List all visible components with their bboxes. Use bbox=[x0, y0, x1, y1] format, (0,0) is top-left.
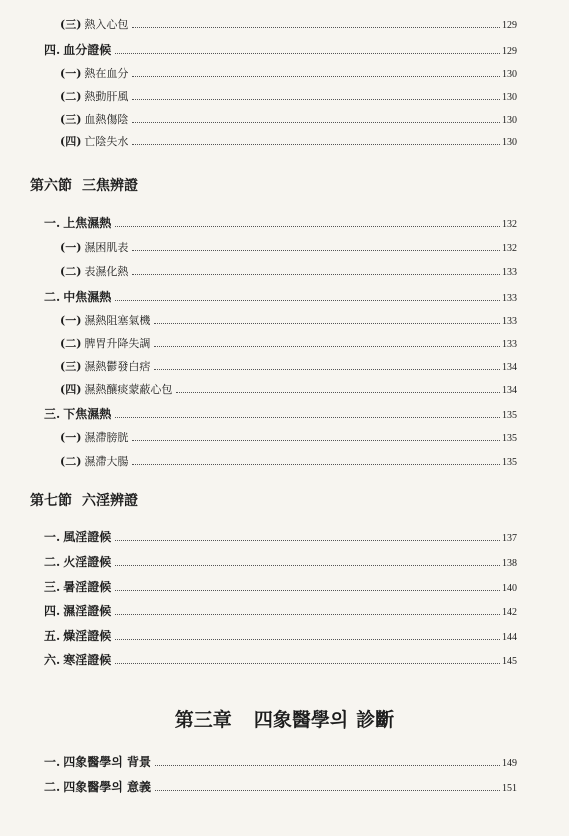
toc-entry bbox=[44, 290, 517, 306]
entry-page: 142 bbox=[502, 607, 517, 618]
entry-page: 134 bbox=[502, 362, 517, 373]
entry-title: 中焦濕熱 bbox=[63, 290, 112, 304]
entry-page: 133 bbox=[502, 267, 517, 278]
section-title: 六淫辨證 bbox=[82, 493, 138, 509]
dot-leader bbox=[154, 369, 500, 370]
entry-title: 脾胃升降失調 bbox=[84, 337, 151, 350]
entry-title: 血熱傷陰 bbox=[84, 113, 129, 126]
entry-page: 133 bbox=[502, 316, 517, 327]
toc-entry bbox=[60, 337, 517, 352]
entry-number: 三. bbox=[44, 407, 61, 421]
entry-title: 四象醫學의 背景 bbox=[63, 755, 151, 769]
entry-title: 濕熱阻塞氣機 bbox=[84, 314, 151, 327]
entry-title: 濕滯膀胱 bbox=[84, 431, 129, 444]
toc-entry bbox=[60, 314, 517, 329]
entry-title: 濕困肌表 bbox=[84, 241, 129, 254]
toc-entry bbox=[44, 555, 517, 571]
entry-page: 129 bbox=[502, 20, 517, 31]
entry-title: 火淫證候 bbox=[63, 555, 112, 569]
entry-title: 暑淫證候 bbox=[63, 580, 112, 594]
dot-leader bbox=[132, 464, 500, 465]
entry-page: 145 bbox=[502, 656, 517, 667]
dot-leader bbox=[132, 274, 500, 275]
entry-title: 下焦濕熱 bbox=[63, 407, 112, 421]
dot-leader bbox=[132, 27, 500, 28]
dot-leader bbox=[115, 300, 500, 301]
section-heading bbox=[30, 490, 138, 510]
section-title: 三焦辨證 bbox=[82, 178, 138, 194]
entry-number: (三) bbox=[60, 18, 82, 31]
toc-entry bbox=[60, 455, 517, 470]
entry-number: (二) bbox=[60, 455, 82, 468]
dot-leader bbox=[176, 392, 500, 393]
toc-entry bbox=[44, 580, 517, 596]
entry-number: (一) bbox=[60, 241, 82, 254]
toc-entry bbox=[60, 431, 517, 446]
entry-title: 濕滯大腸 bbox=[84, 455, 129, 468]
entry-title: 熱入心包 bbox=[84, 18, 129, 31]
entry-page: 138 bbox=[502, 558, 517, 569]
toc-entry bbox=[44, 653, 517, 669]
dot-leader bbox=[132, 250, 500, 251]
entry-number: 一. bbox=[44, 216, 61, 230]
entry-page: 140 bbox=[502, 583, 517, 594]
dot-leader bbox=[155, 765, 500, 766]
dot-leader bbox=[132, 99, 500, 100]
entry-title: 濕熱釀痰蒙蔽心包 bbox=[84, 383, 173, 396]
entry-number: 五. bbox=[44, 629, 61, 643]
dot-leader bbox=[132, 144, 500, 145]
dot-leader bbox=[154, 323, 500, 324]
entry-title: 上焦濕熱 bbox=[63, 216, 112, 230]
entry-title: 濕淫證候 bbox=[63, 604, 112, 618]
section-label: 第七節 bbox=[30, 493, 72, 509]
toc-entry bbox=[60, 90, 517, 105]
entry-number: (二) bbox=[60, 337, 82, 350]
entry-page: 149 bbox=[502, 758, 517, 769]
entry-title: 熱在血分 bbox=[84, 67, 129, 80]
entry-page: 133 bbox=[502, 293, 517, 304]
entry-page: 134 bbox=[502, 385, 517, 396]
entry-page: 151 bbox=[502, 783, 517, 794]
entry-number: (二) bbox=[60, 90, 82, 103]
entry-number: 一. bbox=[44, 755, 61, 769]
entry-title: 亡陰失水 bbox=[84, 135, 129, 148]
dot-leader bbox=[132, 440, 500, 441]
entry-page: 130 bbox=[502, 69, 517, 80]
entry-number: 二. bbox=[44, 290, 61, 304]
toc-entry bbox=[44, 407, 517, 423]
entry-number: 一. bbox=[44, 530, 61, 544]
entry-number: 三. bbox=[44, 580, 61, 594]
entry-page: 137 bbox=[502, 533, 517, 544]
entry-page: 133 bbox=[502, 339, 517, 350]
chapter-heading bbox=[0, 705, 569, 732]
toc-entry bbox=[44, 43, 517, 59]
toc-entry bbox=[60, 135, 517, 150]
entry-page: 135 bbox=[502, 457, 517, 468]
entry-title: 表濕化熱 bbox=[84, 265, 129, 278]
toc-entry bbox=[60, 383, 517, 398]
entry-number: 二. bbox=[44, 555, 61, 569]
entry-number: (三) bbox=[60, 113, 82, 126]
dot-leader bbox=[115, 639, 500, 640]
entry-title: 熱動肝風 bbox=[84, 90, 129, 103]
entry-number: (一) bbox=[60, 67, 82, 80]
entry-page: 135 bbox=[502, 410, 517, 421]
dot-leader bbox=[115, 590, 500, 591]
entry-page: 130 bbox=[502, 137, 517, 148]
toc-entry bbox=[44, 780, 517, 796]
entry-number: 四. bbox=[44, 604, 61, 618]
entry-number: (一) bbox=[60, 314, 82, 327]
dot-leader bbox=[115, 53, 500, 54]
entry-number: (四) bbox=[60, 383, 82, 396]
entry-page: 129 bbox=[502, 46, 517, 57]
toc-entry bbox=[44, 530, 517, 546]
dot-leader bbox=[115, 540, 500, 541]
toc-entry bbox=[60, 67, 517, 82]
dot-leader bbox=[132, 76, 500, 77]
chapter-title-b: 診斷 bbox=[356, 709, 395, 731]
chapter-title-a: 四象醫學의 bbox=[253, 709, 349, 731]
entry-page: 135 bbox=[502, 433, 517, 444]
entry-number: 二. bbox=[44, 780, 61, 794]
toc-entry bbox=[44, 629, 517, 645]
entry-title: 燥淫證候 bbox=[63, 629, 112, 643]
entry-number: (一) bbox=[60, 431, 82, 444]
toc-entry bbox=[44, 755, 517, 771]
dot-leader bbox=[115, 565, 500, 566]
entry-number: 四. bbox=[44, 43, 61, 57]
entry-title: 血分證候 bbox=[63, 43, 112, 57]
entry-title: 四象醫學의 意義 bbox=[63, 780, 151, 794]
entry-number: (三) bbox=[60, 360, 82, 373]
entry-page: 130 bbox=[502, 115, 517, 126]
dot-leader bbox=[115, 614, 500, 615]
dot-leader bbox=[155, 790, 500, 791]
toc-entry bbox=[44, 216, 517, 232]
section-label: 第六節 bbox=[30, 178, 72, 194]
entry-page: 132 bbox=[502, 243, 517, 254]
entry-title: 寒淫證候 bbox=[63, 653, 112, 667]
toc-entry bbox=[44, 604, 517, 620]
entry-number: (四) bbox=[60, 135, 82, 148]
toc-entry bbox=[60, 265, 517, 280]
dot-leader bbox=[115, 663, 500, 664]
chapter-label: 第三章 bbox=[174, 709, 232, 731]
entry-title: 濕熱鬱發白痞 bbox=[84, 360, 151, 373]
dot-leader bbox=[132, 122, 500, 123]
toc-entry bbox=[60, 241, 517, 256]
dot-leader bbox=[115, 226, 500, 227]
entry-number: (二) bbox=[60, 265, 82, 278]
entry-page: 130 bbox=[502, 92, 517, 103]
toc-entry bbox=[60, 360, 517, 375]
dot-leader bbox=[154, 346, 500, 347]
entry-title: 風淫證候 bbox=[63, 530, 112, 544]
entry-page: 132 bbox=[502, 219, 517, 230]
toc-entry bbox=[60, 18, 517, 33]
toc-entry bbox=[60, 113, 517, 128]
section-heading bbox=[30, 175, 138, 195]
entry-page: 144 bbox=[502, 632, 517, 643]
entry-number: 六. bbox=[44, 653, 61, 667]
dot-leader bbox=[115, 417, 500, 418]
